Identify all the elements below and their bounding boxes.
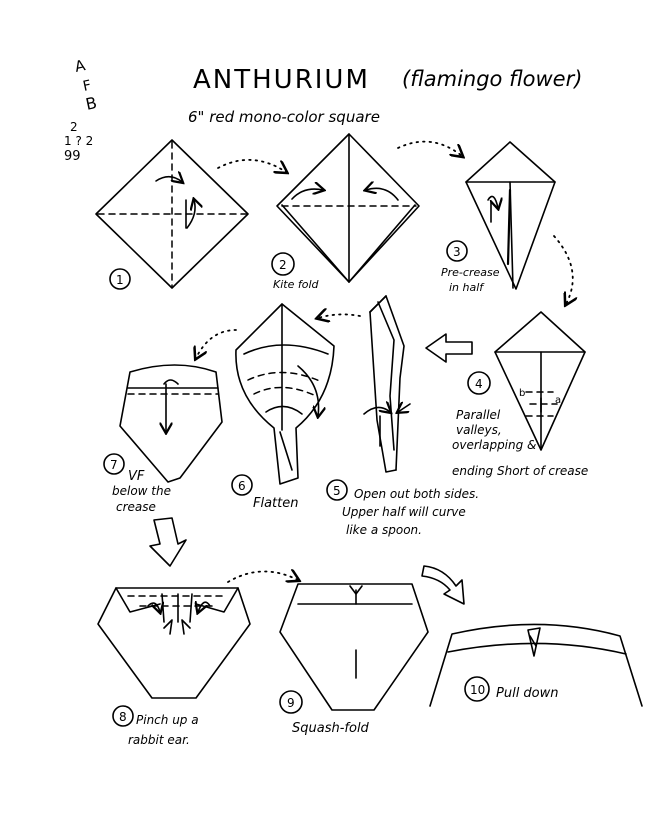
arrow-1-to-2 bbox=[218, 160, 286, 172]
svg-text:5: 5 bbox=[333, 484, 341, 498]
step-3-caption-line-1: Pre-crease bbox=[441, 266, 500, 279]
page-title: ANTHURIUM bbox=[193, 65, 370, 95]
step-5-diagram bbox=[364, 296, 410, 472]
step-6-diagram bbox=[236, 304, 334, 484]
step-2-diagram bbox=[277, 134, 419, 282]
step-4-label-b: b bbox=[519, 388, 526, 399]
step-4-caption-line-1: Parallel bbox=[456, 408, 501, 422]
svg-text:1: 1 bbox=[116, 273, 124, 287]
svg-text:7: 7 bbox=[110, 458, 118, 472]
step-2-number bbox=[272, 253, 294, 275]
svg-text:9: 9 bbox=[287, 696, 295, 710]
step-1-number bbox=[110, 269, 130, 289]
arrow-4-to-5 bbox=[426, 334, 472, 362]
date-line-3: 99 bbox=[64, 149, 81, 164]
step-9-number bbox=[280, 691, 302, 713]
date-line-2: 1 ? 2 bbox=[64, 134, 94, 148]
step-4-number bbox=[468, 372, 490, 394]
step-8-caption-line-1: Pinch up a bbox=[136, 713, 199, 727]
initial-a: A bbox=[73, 56, 87, 76]
step-5-caption-line-1: Open out both sides. bbox=[354, 487, 480, 501]
step-4-diagram bbox=[495, 312, 585, 450]
step-4-caption-line-4: ending Short of crease bbox=[452, 464, 589, 478]
svg-text:10: 10 bbox=[470, 683, 486, 697]
step-4-caption-line-3: overlapping & bbox=[452, 438, 537, 452]
step-7-caption-line-3: crease bbox=[116, 500, 156, 514]
author-initials bbox=[73, 56, 98, 114]
step-7-diagram bbox=[120, 365, 222, 482]
step-6-caption: Flatten bbox=[253, 496, 299, 511]
step-2-caption: Kite fold bbox=[273, 278, 319, 291]
step-1-diagram bbox=[96, 140, 248, 288]
step-9-diagram bbox=[280, 584, 428, 710]
step-8-caption-line-2: rabbit ear. bbox=[128, 733, 190, 747]
author-date bbox=[64, 120, 93, 164]
svg-text:8: 8 bbox=[119, 710, 127, 724]
svg-text:2: 2 bbox=[279, 258, 287, 272]
step-7-caption-line-2: below the bbox=[112, 484, 171, 498]
arrow-6-to-7 bbox=[196, 330, 236, 358]
svg-text:6: 6 bbox=[238, 479, 246, 493]
svg-text:4: 4 bbox=[475, 377, 483, 391]
step-9-caption: Squash-fold bbox=[292, 721, 369, 736]
step-3-number bbox=[447, 241, 467, 261]
step-8-number bbox=[113, 706, 133, 726]
step-4-caption-line-2: valleys, bbox=[456, 423, 502, 437]
arrow-9-to-10 bbox=[422, 566, 464, 604]
arrow-7-to-8 bbox=[150, 518, 186, 566]
step-7-caption-line-1: VF bbox=[128, 469, 145, 484]
step-7-number bbox=[104, 454, 124, 474]
arrow-8-to-9 bbox=[228, 571, 298, 582]
initial-b: B bbox=[83, 93, 99, 114]
initial-f: F bbox=[81, 77, 93, 95]
step-5-caption-line-3: like a spoon. bbox=[346, 523, 422, 537]
step-8-diagram bbox=[98, 588, 250, 698]
date-line-1: 2 bbox=[70, 120, 78, 134]
step-5-caption-line-2: Upper half will curve bbox=[342, 505, 466, 519]
arrow-5-to-6 bbox=[318, 314, 360, 318]
arrow-3-to-4 bbox=[554, 236, 573, 304]
step-4-label-a: a bbox=[555, 395, 562, 406]
step-6-number bbox=[232, 475, 252, 495]
step-3-caption-line-2: in half bbox=[449, 281, 484, 294]
step-10-number bbox=[465, 677, 489, 701]
paper-note: 6" red mono-color square bbox=[188, 108, 380, 126]
step-5-number bbox=[327, 480, 347, 500]
arrow-2-to-3 bbox=[398, 142, 462, 156]
step-10-caption: Pull down bbox=[496, 686, 559, 701]
page-subtitle: (flamingo flower) bbox=[402, 67, 583, 91]
svg-text:3: 3 bbox=[453, 245, 461, 259]
